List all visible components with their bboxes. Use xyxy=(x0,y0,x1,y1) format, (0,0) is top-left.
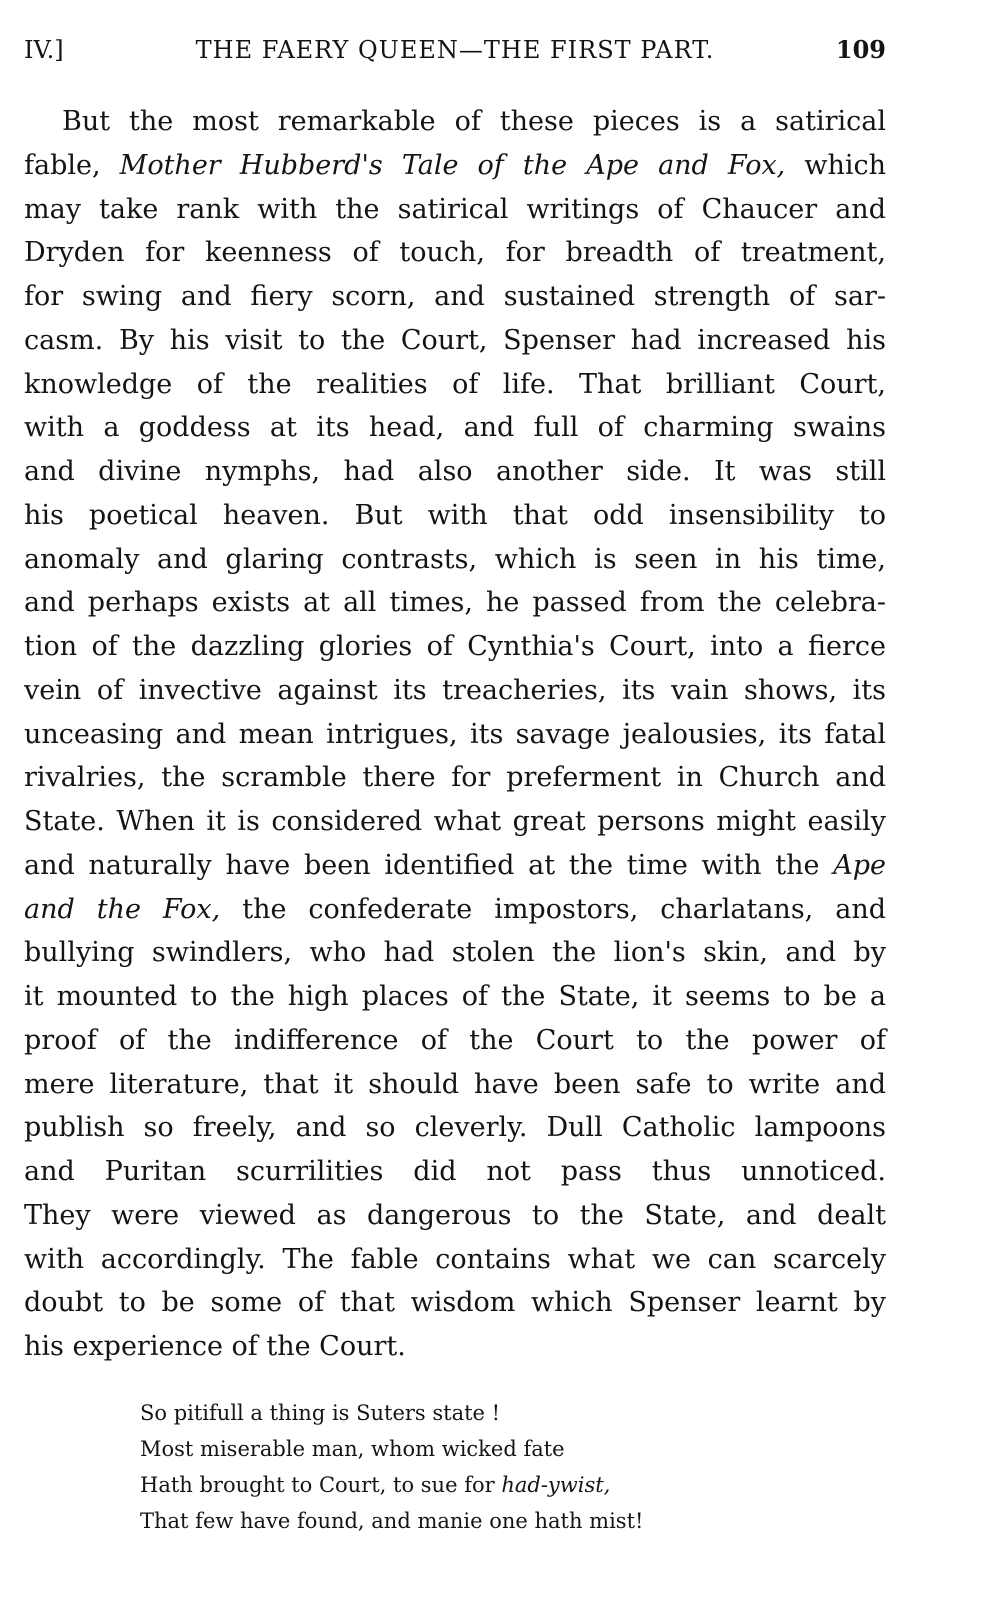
text-line xyxy=(24,1238,886,1282)
text-segment: and naturally have been identified at the time with the xyxy=(24,849,834,881)
text-segment: it mounted to the high places of the State, it seems to be a xyxy=(24,981,886,1012)
italic-text: Mother Hubberd's Tale of the Ape and Fox, xyxy=(119,149,786,181)
text-line xyxy=(24,494,886,538)
verse-quotation xyxy=(140,1395,800,1539)
text-segment: for swing and fiery scorn, and sustained strength of sar- xyxy=(24,281,886,312)
body-paragraph xyxy=(24,100,886,1369)
text-segment: bullying swindlers, who had stolen the lion's skin, and by xyxy=(24,937,886,969)
text-line xyxy=(24,625,886,669)
italic-text: and the Fox, xyxy=(24,893,221,925)
text-segment: and Puritan scurrilities did not pass thus unnoticed. xyxy=(24,1156,886,1187)
text-line xyxy=(24,581,886,625)
verse-line xyxy=(140,1467,800,1503)
text-segment: mere literature, that it should have been safe to write and xyxy=(24,1068,886,1100)
text-segment: and perhaps exists at all times, he passed from the celebra- xyxy=(24,587,886,619)
text-line xyxy=(24,144,886,188)
text-line xyxy=(24,1325,886,1369)
text-line xyxy=(24,275,886,319)
text-line xyxy=(24,450,886,494)
text-line xyxy=(24,669,886,713)
text-segment: State. When it is considered what great persons might easily xyxy=(24,806,886,837)
page-number: 109 xyxy=(835,35,886,64)
text-line xyxy=(24,1063,886,1107)
text-line xyxy=(24,319,886,363)
verse-line xyxy=(140,1395,800,1431)
text-line xyxy=(24,231,886,275)
text-line xyxy=(24,100,886,144)
text-line xyxy=(24,1019,886,1063)
text-segment: Most miserable man, whom wicked fate xyxy=(140,1437,565,1461)
running-header xyxy=(24,30,886,70)
text-segment: and divine nymphs, had also another side. It was still xyxy=(24,456,886,487)
text-segment: proof of the indifference of the Court to the power of xyxy=(24,1024,886,1056)
text-line xyxy=(24,1150,886,1194)
text-line xyxy=(24,363,886,407)
text-line xyxy=(24,713,886,757)
text-segment: tion of the dazzling glories of Cynthia's Court, into a fierce xyxy=(24,631,886,662)
text-segment: casm. By his visit to the Court, Spenser had increased his xyxy=(24,324,886,356)
text-line xyxy=(24,800,886,844)
text-segment: his experience of the Court. xyxy=(24,1331,406,1362)
text-segment: anomaly and glaring contrasts, which is seen in his time, xyxy=(24,543,886,575)
text-line xyxy=(24,538,886,582)
verse-line xyxy=(140,1503,800,1539)
text-line xyxy=(24,975,886,1019)
text-segment: rivalries, the scramble there for preferment in Church and xyxy=(24,762,886,794)
text-segment: vein of invective against its treacheries, its vain shows, its xyxy=(24,674,886,706)
text-line xyxy=(24,756,886,800)
text-segment: publish so freely, and so cleverly. Dull Catholic lampoons xyxy=(24,1112,886,1144)
italic-text: had-ywist, xyxy=(501,1473,611,1497)
text-segment: his poetical heaven. But with that odd insensibility to xyxy=(24,499,886,531)
text-segment: So pitifull a thing is Suters state ! xyxy=(140,1401,501,1425)
text-segment: with accordingly. The fable contains what we can scarcely xyxy=(24,1243,886,1275)
text-segment: fable, xyxy=(24,149,120,181)
text-segment: unceasing and mean intrigues, its savage jealousies, its fatal xyxy=(24,718,886,750)
text-line xyxy=(24,1106,886,1150)
verse-line xyxy=(140,1431,800,1467)
text-line xyxy=(24,406,886,450)
text-segment: They were viewed as dangerous to the State, and dealt xyxy=(24,1199,886,1231)
italic-text: Ape xyxy=(833,849,886,881)
text-line xyxy=(24,888,886,932)
text-segment: Hath brought to Court, to sue for xyxy=(140,1473,502,1497)
text-segment: knowledge of the realities of life. That brilliant Court, xyxy=(24,368,886,400)
text-segment: doubt to be some of that wisdom which Spenser learnt by xyxy=(24,1287,886,1319)
text-segment: But the most remarkable of these pieces is a satirical xyxy=(62,106,886,137)
text-segment: the confederate impostors, charlatans, and xyxy=(220,893,886,925)
text-segment: Dryden for keenness of touch, for breadth of treatment, xyxy=(24,237,886,269)
text-line xyxy=(24,1194,886,1238)
text-line xyxy=(24,188,886,232)
text-segment: may take rank with the satirical writings of Chaucer and xyxy=(24,193,886,225)
text-segment: That few have found, and manie one hath mist! xyxy=(140,1509,644,1533)
chapter-number: IV.] xyxy=(24,36,64,64)
text-segment: which xyxy=(785,149,887,181)
text-line xyxy=(24,931,886,975)
text-line xyxy=(24,1281,886,1325)
running-title: THE FAERY QUEEN—THE FIRST PART. xyxy=(195,36,715,64)
text-segment: with a goddess at its head, and full of charming swains xyxy=(24,412,886,444)
text-line xyxy=(24,844,886,888)
